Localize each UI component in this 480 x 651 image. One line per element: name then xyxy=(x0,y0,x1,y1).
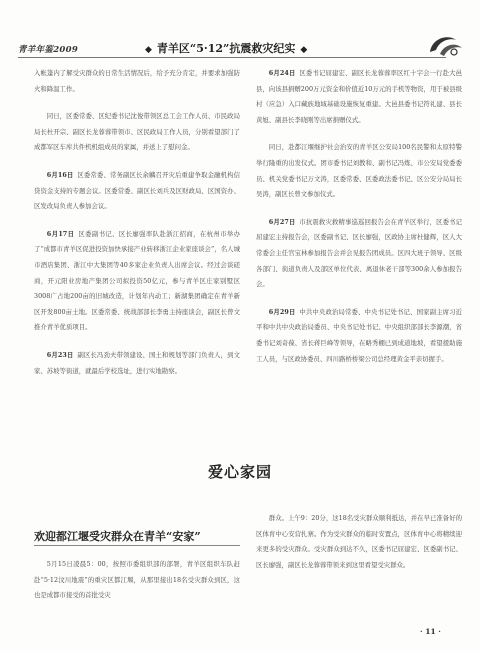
running-header xyxy=(18,38,468,58)
paragraph-text: 区委书记屈建宏、副区长龙蓉蓉率区红十字会一行赴大邑县，向该县捐赠200万元资金和价值近10万元的手机等物资，用于被县级村（应急）入口藏族地域基础设施恢复重建。大邑县委书记符礼建、县长黄旭、副县长李晓刚等出席捐赠仪式。 xyxy=(256,69,463,124)
paragraph xyxy=(34,109,240,156)
yearbook-label: 青羊年鉴2009 xyxy=(18,45,79,55)
article-right-column xyxy=(256,511,462,585)
paragraph-text: 入帐篷内了解受灾群众的日常生活情况后，给予充分肯定，并要求加强防火和降温工作。 xyxy=(34,69,240,93)
article-left-column xyxy=(34,557,240,616)
section-title: 爱心家园 xyxy=(207,463,272,481)
paragraph-text: 中共中央政治局常委、中央书记处书记、国家副主席习近平和中共中央政治局委员、中央书记处书记、中央组织部部长李源潮，省委书记刘奇葆、省长蒋巨峰等领导，在略秀棚已到成道地坡，看望援助施工人员，与区政协委员、四川路桥桥梁公司总经理黄金平亲切握手。 xyxy=(256,307,463,363)
entry-date: 6月24日 xyxy=(268,69,296,77)
paragraph xyxy=(256,140,462,202)
paragraph xyxy=(34,557,240,604)
left-column xyxy=(34,66,240,391)
paragraph xyxy=(34,168,240,215)
paragraph xyxy=(34,227,240,336)
paragraph-text: 同日，区委常委、区纪委书记沈俊带领区总工会工作人员、市民政局局长杜开宗、副区长龙蓉蓉带领市、区民政局工作人员，分别看望部门了成都军区车库共件机机组成员的家属，并送上了慰问金。 xyxy=(34,112,240,152)
header-title: 青羊区“5·12”抗震救灾纪实 xyxy=(156,42,296,55)
diamond-icon: ◆ xyxy=(145,45,152,55)
paragraph xyxy=(34,348,240,379)
article-title: 欢迎都江堰受灾群众在青羊“安家” xyxy=(34,530,201,543)
paragraph-text: 同日，赴都江堰继护社会治安的青羊区公安局100名民警和太原特警举行隆重的出发仪式。团市委书记刘教和、副书记冯炼、市公安局党委委员、机关党委书记万文涛，区委常委、区委政法委书记、区公安分局局长吴涛，副区长曾文参加仪式。 xyxy=(256,143,462,199)
right-column xyxy=(256,66,462,379)
paragraph-text: 区委常委、常务副区长余麟召开灾后重建争取金融机构信贷资金支持的专题会议。区委常委、副区长刘兵及区财政局、区国资办、区发改局负责人参加会议。 xyxy=(34,170,241,211)
page-number: · 11 · xyxy=(420,627,441,636)
diamond-icon: ◆ xyxy=(300,45,308,55)
paragraph-text: 5月15日凌晨5：00，按照市委组织部的部署，青羊区组织车队赶赴“5·12汶川地震”的重灾区都江堰，从那里接出18名受灾群众到区，这也是成都市接受的首批受灾 xyxy=(34,560,240,600)
entry-date: 6月27日 xyxy=(268,217,296,226)
logo-icon xyxy=(426,32,464,58)
header-divider xyxy=(18,57,446,58)
entry-date: 6月17日 xyxy=(46,229,75,238)
paragraph xyxy=(256,66,462,128)
paragraph-text: 区委副书记、区长廖强率队赴浙江招商，在杭州市举办了“成都市青羊区促进投资加快承接产业转移浙江企业家座谈会”，名人城市酒店集团、浙江中大集团等40多家企业负责人出席会议。经过会谈磋商，开元阳业房地产集团公司拟投资50亿元，参与青羊区庄家别墅区3008广占地200亩的旧城改造，计划年内动工；新湖集团确定在青羊新区开发800亩土地。区委常委、统战部部长李勇主持座谈会，副区长曾文推介青羊优质项目。 xyxy=(34,229,240,332)
article-title-rule xyxy=(34,545,240,546)
entry-date: 6月23日 xyxy=(46,350,74,359)
paragraph-text: 市抗震救灾救精事巡巡回报告会在青羊区举行，区委书记屈建宏主持报告会，区委副书记、区长廖强，区政协主席杜健辉，区人大常委会主任官宝林参加报告会并会见报告团成员。区四大班子领导、区级各部门、街道负责人及部区单位代表、离退休老干部等300余人参加报告会。 xyxy=(256,217,463,289)
header-title-line xyxy=(140,40,312,56)
paragraph xyxy=(256,305,462,367)
entry-date: 6月16日 xyxy=(46,170,74,179)
paragraph xyxy=(34,66,240,97)
entry-date: 6月29日 xyxy=(268,307,296,316)
paragraph-text: 副区长冯劲夫带领建设、国土和规划等部门负责人，到文家、苏坡等街道，就最后学校选址，进行实地勘察。 xyxy=(34,350,241,375)
paragraph xyxy=(256,215,462,293)
paragraph-text: 群众。上午9：20分，这18名受灾群众顺利抵达，并在早已准备好的区体育中心安营扎寨。作为受灾群众的临时安置点，区体育中心将精续迎来更多的受灾群众。受灾群众到达不久，区委书记屈建宏、区委副书记、区长廖强，副区长龙蓉蓉带领来到这里看望受灾群众。 xyxy=(256,514,462,569)
paragraph xyxy=(256,511,462,573)
